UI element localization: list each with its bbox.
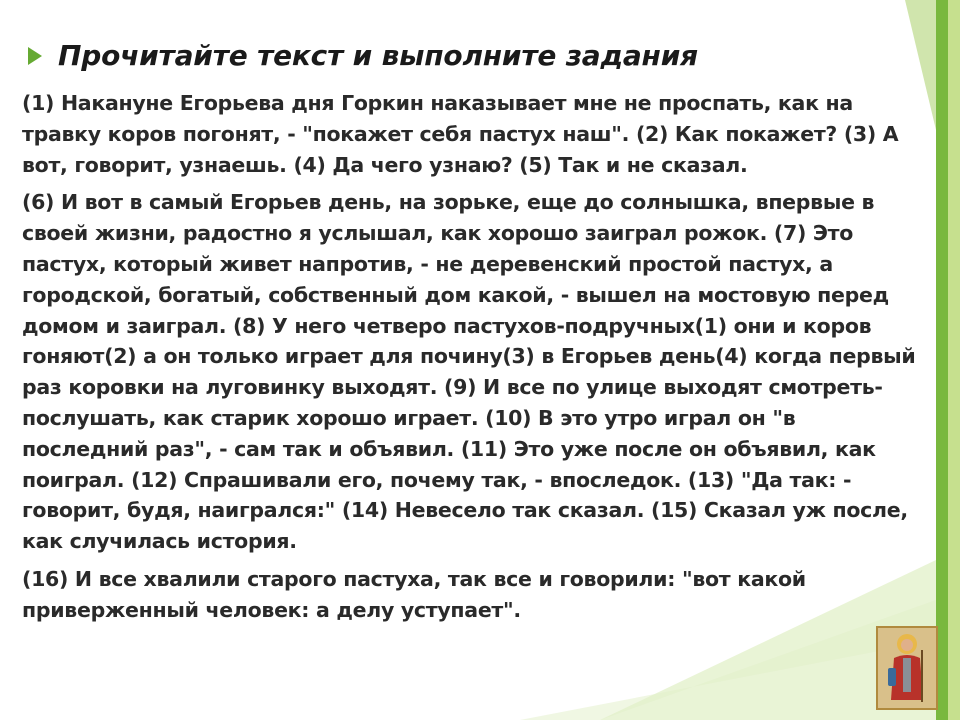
slide-title: Прочитайте текст и выполните задания <box>58 38 698 72</box>
saint-george-icon-image <box>876 626 938 710</box>
paragraph-1: (1) Накануне Егорьева дня Горкин наказывает мне не проспать, как на травку коров погонят, - "покажет себя пастух наш". (2) Как покажет? (3) А вот, говорит, узнаешь. (4) Да чего узнаю? (5) Так и не сказал. <box>22 91 899 177</box>
icon-painting <box>878 628 936 708</box>
face-shape <box>901 639 913 651</box>
right-green-stripe-dark <box>936 0 948 720</box>
paragraph-2: (6) И вот в самый Егорьев день, на зорьке, еще до солнышка, впервые в своей жизни, радостно я услышал, как хорошо заиграл рожок. (7) Это пастух, который живет напротив, - не деревенский простой пастух, а городской, богатый, собственный дом какой, - вышел на мостовую перед домом и заиграл. (8) У него четверо пастухов-подручных(1) они и коров гоняют(2) а он только играет для почину(3) в Егорьев день(4) когда первый раз коровки на луговинку выходят. (9) И все по улице выходят смотреть-послушать, как старик хорошо играет. (10) В это утро играл он "в последний раз", - сам так и объявил. (11) Это уже после он объявил, как поиграл. (12) Спрашивали его, почему так, - впоследок. (13) "Да так: - говорит, будя, наигрался:" (14) Невесело так сказал. (15) Сказал уж после, как случилась история. <box>22 190 916 554</box>
right-green-stripe-light <box>948 0 960 720</box>
paragraph-3: (16) И все хвалили старого пастуха, так все и говорили: "вот какой приверженный человек: а делу уступает". <box>22 566 806 622</box>
text-body <box>22 88 922 633</box>
shield-shape <box>888 668 896 686</box>
armor-shape <box>903 658 911 692</box>
slide-title-row <box>28 30 908 80</box>
triangle-bullet-icon <box>28 47 42 65</box>
